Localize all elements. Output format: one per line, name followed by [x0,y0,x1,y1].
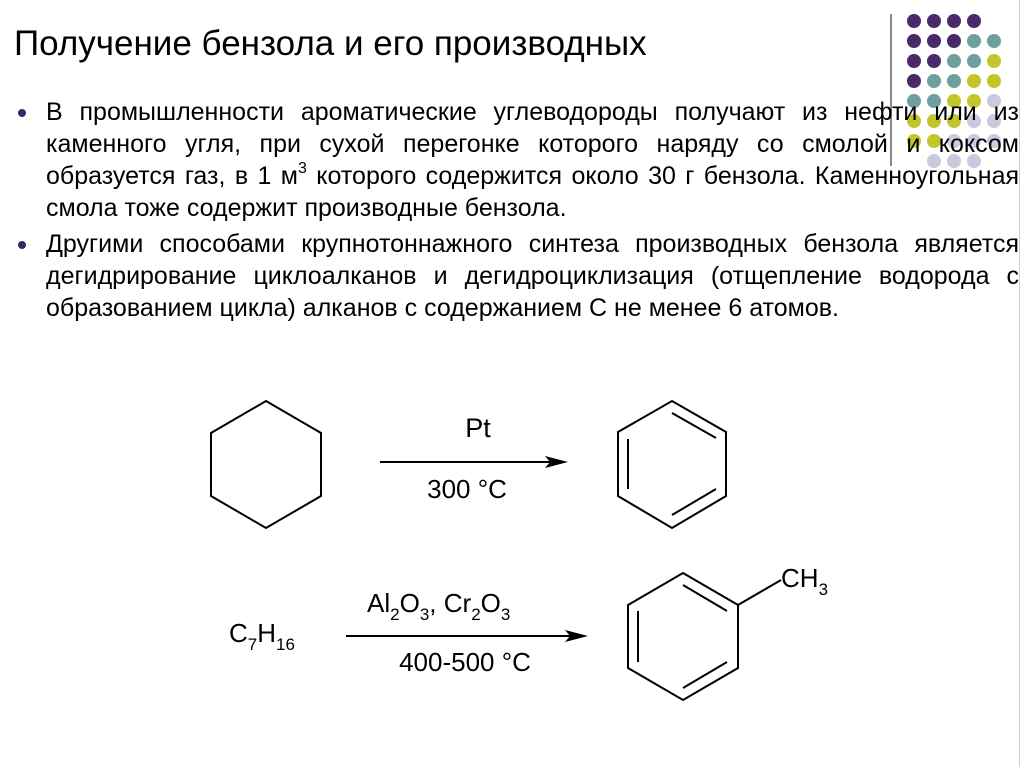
reaction-2-catalyst: $Al_2O_3$, $Cr_2O_3$ [367,588,511,624]
reaction-1-catalyst: Pt [465,413,491,443]
reaction-2-condition: 400-500 °C [399,647,531,677]
bullet-1-text-end: которого содержится около 30 г бензола. Каменноугольная смола тоже содержит производные бензола. [46,162,1020,222]
slide-title: Получение бензола и его производных [14,24,647,63]
reaction-1-condition: 300 °C [427,474,507,504]
bullet-2-text: Другими способами крупнотоннажного синтеза производных бензола является дегидрирование циклоалканов и дегидроциклизация (отщепление водорода с образованием цикла) алканов с содержанием С не менее 6 атомов. [46,230,1019,322]
bullet-1-superscript: 3 [298,159,307,177]
benzene-ring [618,401,726,528]
toluene-molecule [628,573,781,700]
bullet-1-text: В промышленности ароматические углеводороды получают из нефти или из каменного угля, при сухой перегонке которого наряду со смолой и коксом образуется газ, в 1 м [46,98,1019,190]
reaction-2-reactant: $C_7H_{16}$ [229,618,295,654]
methyl-group-label: $CH_3$ [781,563,829,599]
cyclohexane-ring [211,401,321,528]
